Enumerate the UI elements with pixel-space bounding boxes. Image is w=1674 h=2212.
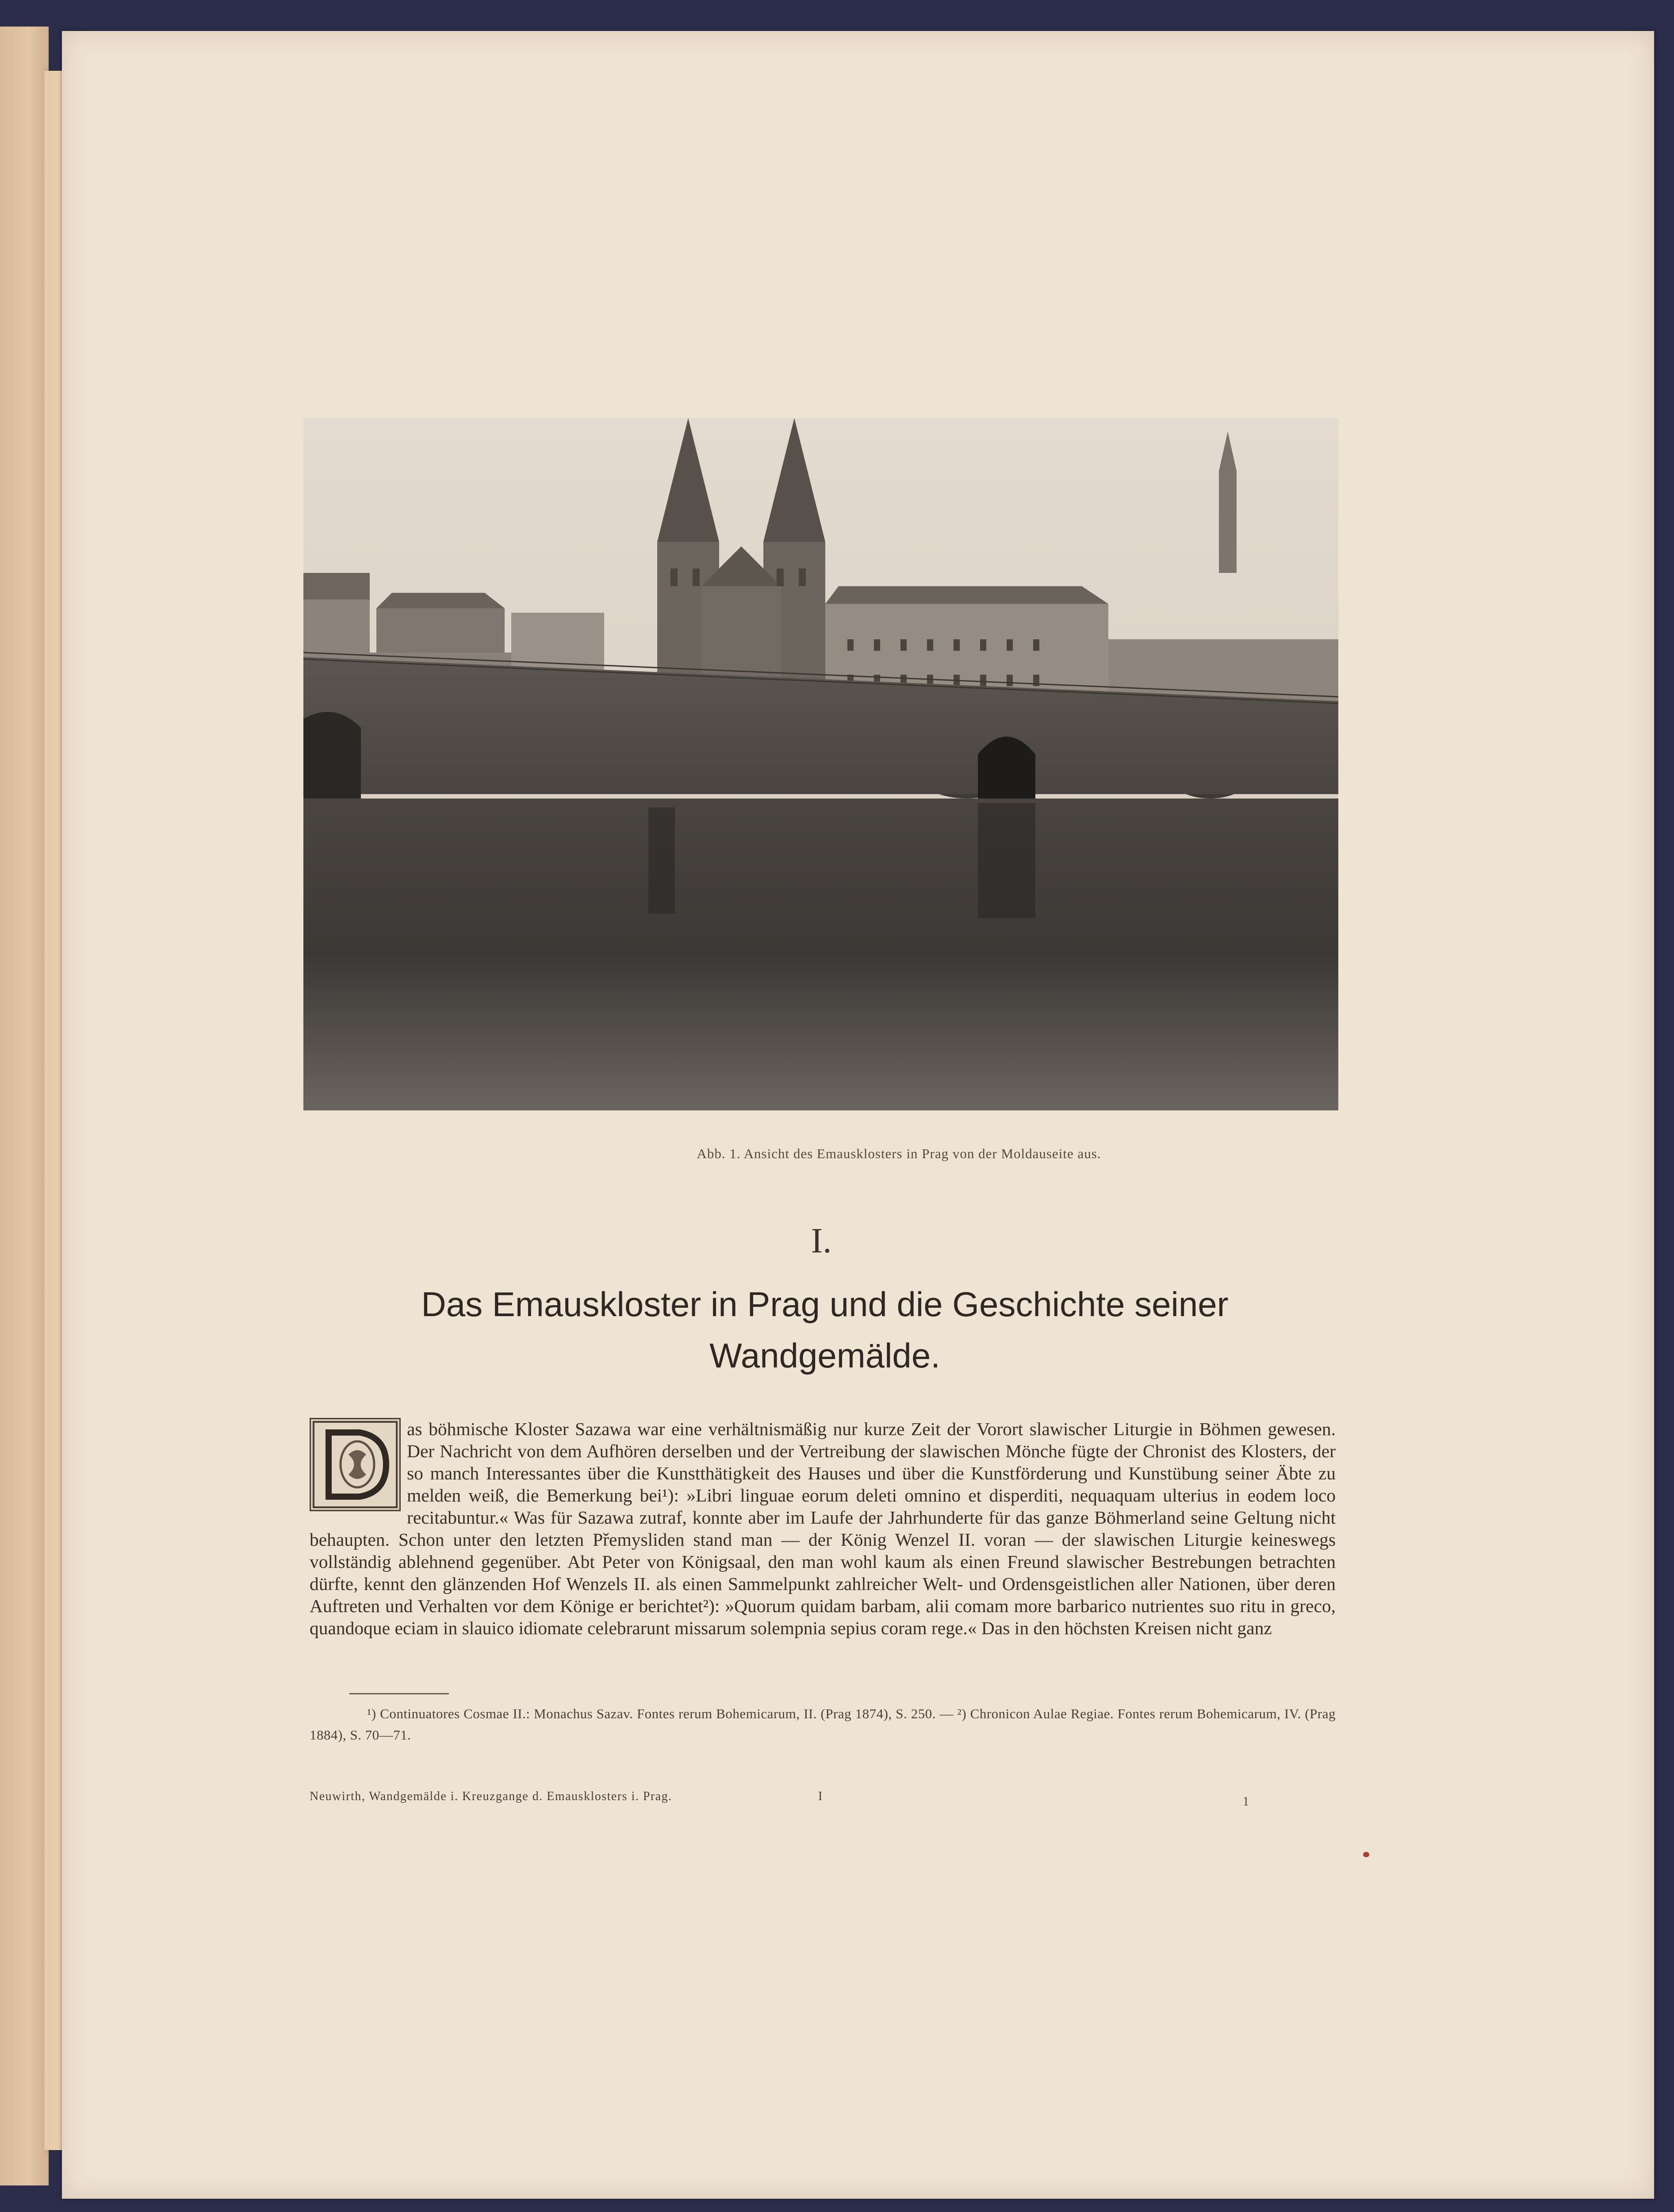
chapter-title xyxy=(310,1279,1340,1381)
chapter-number: I. xyxy=(811,1221,832,1260)
photograph-svg xyxy=(303,418,1338,1110)
emaus-monastery-photograph xyxy=(303,418,1338,1110)
decorated-initial xyxy=(310,1418,401,1511)
printer-signature: Neuwirth, Wandgemälde i. Kreuzgange d. Emausklosters i. Prag. xyxy=(310,1790,672,1803)
body-text: as böhmische Kloster Sazawa war eine verhältnismäßig nur kurze Zeit der Vorort slawischer Liturgie in Böhmen gewesen. Der Nachricht von dem Aufhören derselben und der Vertreibung der slawischen Mönche fügte der Chronist des Klosters, der so manch Interessantes über die Kunstthätigkeit des Hauses und über die Kunstförderung und Kunstübung seiner Äbte zu melden weiß, die Bemerkung bei¹): »Libri linguae eorum deleti omnino et disperditi, nequaquam ulterius in eodem loco recitabuntur.« Was für Sazawa zutraf, konnte aber im Laufe der Jahrhunderte für das ganze Böhmerland seine Geltung nicht behaupten. Schon unter den letzten Přemysliden stand man — der König Wenzel II. voran — der slawischen Liturgie keineswegs vollständig ablehnend gegenüber. Abt Peter von Königsaal, den man wohl kaum als einen Freund slawischer Bestrebungen betrachten dürfte, kennt den glänzenden Hof Wenzels II. als einen Sammelpunkt zahlreicher Welt- und Ordensgeistlichen aller Nationen, über deren Auftreten und Verhalten vor dem Könige er berichtet²): »Quorum quidam barbam, alii comam more barbarico nutrientes suo ritu in greco, quandoque eciam in slauico idiomate celebrarunt missarum solempnia sepius coram rege.« Das in den höchsten Kreisen nicht ganz xyxy=(310,1419,1336,1638)
footnote: ¹) Continuatores Cosmae II.: Monachus Sazav. Fontes rerum Bohemicarum, II. (Prag 1874), S. 250. — ²) Chronicon Aulae Regiae. Fontes rerum Bohemicarum, IV. (Prag 1884), S. 70—71. xyxy=(310,1706,1336,1743)
footnote-rule xyxy=(349,1693,449,1694)
sheet-mark: I xyxy=(818,1790,823,1803)
initial-ornament-svg xyxy=(311,1419,399,1510)
figure-caption: Abb. 1. Ansicht des Emausklosters in Prag von der Moldauseite aus. xyxy=(697,1146,1101,1161)
book-page xyxy=(62,31,1654,2199)
paper-stain xyxy=(1363,1852,1369,1857)
page-number: 1 xyxy=(1243,1795,1249,1809)
chapter-title-line-1: Das Emauskloster in Prag und die Geschichte seiner xyxy=(421,1285,1229,1324)
chapter-title-line-2: Wandgemälde. xyxy=(709,1336,940,1375)
book-cover-edge xyxy=(0,27,49,2185)
body-paragraph xyxy=(310,1418,1336,1639)
